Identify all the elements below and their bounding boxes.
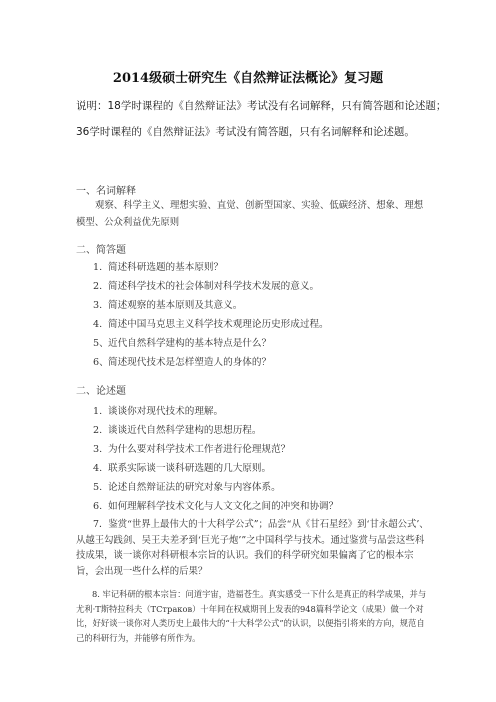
question-number: 6、	[93, 357, 109, 368]
short-question-3	[93, 297, 242, 311]
terms-list: 观察、科学主义、理想实验、直觉、创新型国家、实验、低碳经济、想象、理想模型、公众利益优先原则	[76, 200, 424, 228]
question-number: 6.	[93, 501, 103, 512]
short-question-5	[93, 335, 271, 349]
question-text: 简述科学技术的社会体制对科学技术发展的意义。	[108, 281, 320, 292]
question-number: 5、	[93, 338, 109, 349]
question-text: 简述中国马克思主义科学技术观理论历史形成过程。	[108, 319, 329, 330]
question-number: 5.	[93, 482, 103, 493]
question-number: 3.	[93, 300, 103, 311]
essay-question-5	[93, 479, 281, 493]
question-text: 简述科研选题的基本原则？	[108, 262, 224, 273]
question-number: 1.	[93, 262, 103, 273]
question-text: 简述观察的基本原则及其意义。	[108, 300, 243, 311]
question-text: 联系实际谈一谈科研选题的几大原则。	[108, 463, 272, 474]
instructions-line-2: 36学时课程的《自然辩证法》考试没有简答题，只有名词解释和论述题。	[76, 126, 415, 138]
instructions-line-1: 说明：18学时课程的《自然辩证法》考试没有名词解释，只有简答题和论述题；	[76, 100, 447, 112]
question-text: 论述自然辩证法的研究对象与内容体系。	[108, 482, 281, 493]
question-number: 4.	[93, 319, 103, 330]
essay-question-8: 8. 牢记科研的根本宗旨：问道宇宙，造福苍生。真实感受一下什么是真正的科学成果，并与尤利·T斯特拉科夫（ТСтраков）十年间在权威期刊上发表的948篇科学论文（成果）做一个对比，好好谈一谈你对人类历史上最伟大的“十大科学公式”的认识，以便指引将来的方向，规范自己的科研行为，并能够有所作为。	[76, 589, 427, 643]
short-question-1	[93, 259, 223, 273]
document-title: 2014级硕士研究生《自然辩证法概论》复习题	[112, 71, 384, 86]
section-heading-terms: 一、名词解释	[76, 186, 136, 197]
essay-question-2	[93, 422, 262, 436]
question-number: 2.	[93, 425, 103, 436]
question-text: 谈谈你对现代技术的理解。	[108, 406, 224, 417]
question-text: 近代自然科学建构的基本特点是什么？	[108, 338, 272, 349]
question-text: 谈谈近代自然科学建构的思想历程。	[108, 425, 262, 436]
essay-question-1	[93, 403, 223, 417]
section-heading-essay: 二、论述题	[76, 386, 126, 397]
question-number: 3.	[93, 444, 103, 455]
question-number: 2.	[93, 281, 103, 292]
short-question-6	[93, 354, 271, 368]
question-text: 简述现代技术是怎样塑造人的身体的？	[108, 357, 272, 368]
essay-question-7: 7．鉴赏“世界上最伟大的十大科学公式”；品尝“从《甘石星经》到‘甘永超公式’、从越王勾践剑、吴王夫差矛到‘巨光子炮’”之中国科学与技术。通过鉴赏与品尝这些科技成果，谈一谈你对科研根本宗旨的认识。我们的科学研究如果偏离了它的根本宗旨，会出现一些什么样的后果？	[76, 519, 429, 577]
short-question-4	[93, 316, 329, 330]
question-number: 1.	[93, 406, 103, 417]
question-text: 如何理解科学技术文化与人文文化之间的冲突和协调？	[108, 501, 339, 512]
essay-question-6	[93, 498, 338, 512]
section-heading-short-answer: 二、简答题	[76, 245, 126, 256]
essay-question-3	[93, 441, 290, 455]
essay-question-4	[93, 460, 271, 474]
question-text: 为什么要对科学技术工作者进行伦理规范？	[108, 444, 291, 455]
short-question-2	[93, 278, 319, 292]
question-number: 4.	[93, 463, 103, 474]
